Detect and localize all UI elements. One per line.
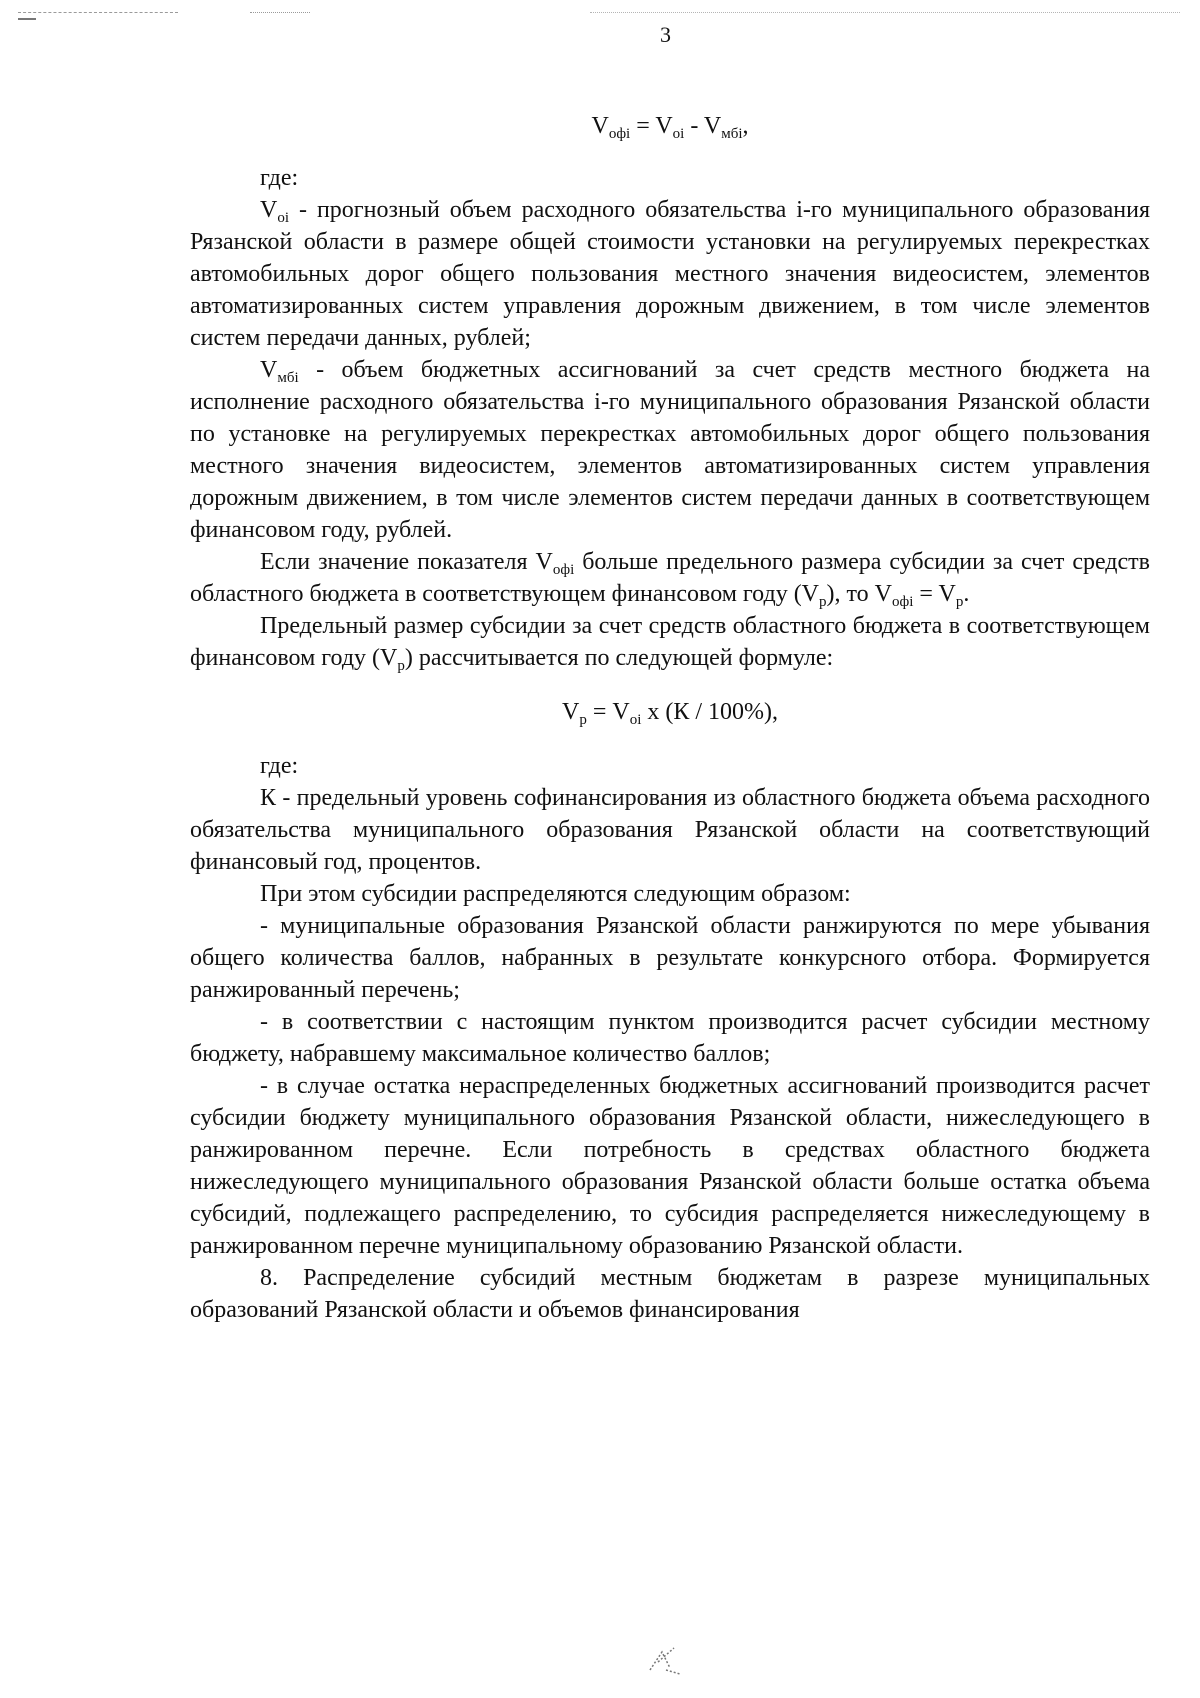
formula-text: x (К / 100%), [641,699,779,725]
subscript: р [819,594,827,610]
list-item-remainder: - в случае остатка нераспределенных бюджетных ассигнований производится расчет субсидии бюджету муниципального образования Рязанской области, нижеследующего в ранжированном перечне. Если потребность в средствах областного бюджета нижеследующего муниципального образования Рязанской области больше остатка объема субсидий, подлежащего распределению, то субсидия распределяется нижеследующему в ранжированном перечне муниципальному образованию Рязанской области. [190,1073,1150,1259]
paragraph-if-condition [190,546,1150,610]
symbol: V [260,357,278,383]
paragraph-k-definition: К - предельный уровень софинансирования из областного бюджета объема расходного обязательства муниципального образования Рязанской области на соответствующий финансовый год, процентов. [190,785,1150,875]
subscript: р [955,594,964,610]
subscript: мбi [277,370,299,386]
formula-subscript: oi [672,126,685,142]
formula-text: , [742,113,749,139]
scan-artifact-line [18,12,178,13]
formula-text: - V [684,113,722,139]
paragraph-limit [190,610,1150,674]
text-part: Если значение показателя V [260,549,553,575]
paragraph-distribution: При этом субсидии распределяются следующим образом: [260,881,851,907]
text-part: . [963,581,970,607]
subscript: офi [892,594,914,610]
where-label: где: [260,753,299,779]
subscript: р [397,658,405,674]
text-part: больше предельного размера субсидии за счет средств областного бюджета в соответствующем финансовом году (V [190,549,1150,607]
body-text [190,162,1150,1326]
formula-text: = V [586,699,630,725]
page-number: 3 [660,22,671,47]
text-part: Предельный размер субсидии за счет средств областного бюджета в соответствующем финансовом году (V [190,613,1150,671]
paragraph-voi-definition [190,194,1150,354]
formula-subscript: офi [608,126,631,142]
text-part: = V [913,581,956,607]
subscript: офi [552,562,575,578]
list-item-ranking: - муниципальные образования Рязанской области ранжируются по мере убывания общего количества баллов, набранных в результате конкурсного отбора. Формируется ранжированный перечень; [190,913,1150,1003]
formula-subscript: oi [629,712,642,728]
list-item-calculation: - в соответствии с настоящим пунктом производится расчет субсидии местному бюджету, набравшему максимальное количество баллов; [190,1009,1150,1067]
formula-subscript: мбi [721,126,743,142]
definition-text: - объем бюджетных ассигнований за счет средств местного бюджета на исполнение расходного обязательства i-го муниципального образования Рязанской области по установке на регулируемых перекрестках автомобильных дорог общего пользования местного значения видеосистем, элементов автоматизированных систем управления дорожным движением, в том числе элементов систем передачи данных в соответствующем финансовом году, рублей. [190,357,1150,543]
formula-subscript: р [579,712,587,728]
where-label: где: [260,165,299,191]
text-part: ) рассчитывается по следующей формуле: [404,645,834,671]
formula-symbol: V [591,113,609,139]
scan-artifact-line [250,12,310,13]
subscript: oi [277,210,290,226]
symbol: V [260,197,278,223]
scan-corner-mark [18,18,36,26]
scan-artifact-line [590,12,1180,13]
definition-text: - прогнозный объем расходного обязательства i-го муниципального образования Рязанской области в размере общей стоимости установки на регулируемых перекрестках автомобильных дорог общего пользования местного значения видеосистем, элементов автоматизированных систем управления дорожным движением, в том числе элементов систем передачи данных, рублей; [190,197,1150,351]
ink-mark [640,1640,690,1680]
paragraph-item-8: 8. Распределение субсидий местным бюджетам в разрезе муниципальных образований Рязанской области и объемов финансирования [190,1265,1150,1323]
formula-text: = V [630,113,673,139]
formula-vp [190,696,1150,728]
text-part: ), то V [826,581,893,607]
formula-symbol: V [561,699,580,725]
formula-vofi [190,110,1150,142]
paragraph-vmbi-definition [190,354,1150,546]
